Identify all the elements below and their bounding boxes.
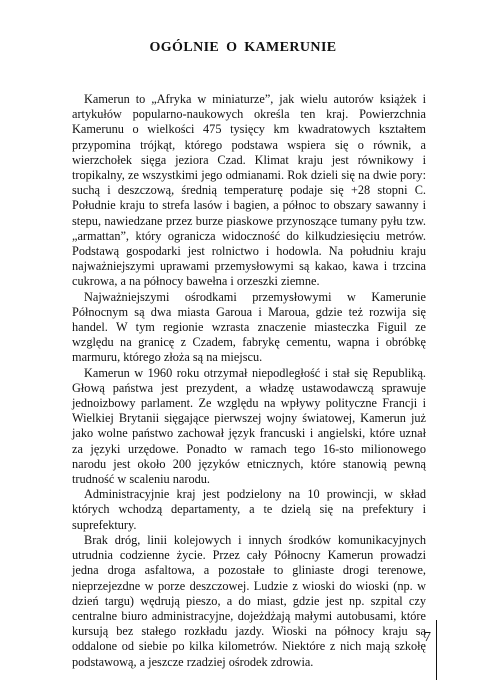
paragraph-2: Najważniejszymi ośrodkami przemysłowymi w Kamerunie Północnym są dwa miasta Garoua i Maroua, gdzie też rozwija się handel. W tym regionie wzrasta znaczenie miasteczka Figuil ze względu na granicę z Czadem, fabrykę cementu, wapna i obróbkę marmuru, którego złoża są na miejscu. [72, 289, 426, 365]
paragraph-1: Kamerun to „Afryka w miniaturze”, jak wielu autorów książek i artykułów popularno-naukowych określa ten kraj. Powierzchnia Kamerunu o wielkości 475 tysięcy km kwadratowych kształtem przypomina trójkąt, którego podstawa wspiera się o równik, a wierzchołek sięga jeziora Czad. Klimat kraju jest równikowy i tropikalny, ze wszystkimi jego odmianami. Rok dzieli się na dwie pory: suchą i deszczową, średnią temperaturę podaje się +28 stopni C. Południe kraju to strefa lasów i bagien, a północ to obszary sawanny i stepu, nawiedzane przez burze piaskowe przynoszące tumany pyłu tzw. „armattan”, który ogranicza widoczność do kilkudziesięciu metrów. Podstawą gospodarki jest rolnictwo i hodowla. Na południu kraju najważniejszymi uprawami przemysłowymi są kakao, kawa i trzcina cukrowa, a na północy bawełna i orzeszki ziemne. [72, 92, 426, 289]
paragraph-3: Kamerun w 1960 roku otrzymał niepodległość i stał się Republiką. Głową państwa jest prezydent, a władzę ustawodawczą sprawuje jednoizbowy parlament. Ze względu na wpływy polityczne Francji i Wielkiej Brytanii sięgające pierwszej wojny światowej, Kamerun już jako wolne państwo zachował język francuski i angielski, które uznał za języki urzędowe. Ponadto w ramach tego 16-sto milionowego narodu jest około 200 języków etnicznych, które stanowią pewną trudność w scaleniu narodu. [72, 365, 426, 487]
paragraph-4: Administracyjnie kraj jest podzielony na 10 prowincji, w skład których wchodzą departamenty, a te dzielą się na prefektury i suprefektury. [72, 487, 426, 532]
body-text [72, 92, 426, 670]
page-title: OGÓLNIE O KAMERUNIE [149, 40, 337, 55]
margin-rule [436, 620, 437, 680]
page-number: 7 [424, 630, 431, 645]
paragraph-5: Brak dróg, linii kolejowych i innych środków komunikacyjnych utrudnia codzienne życie. Przez cały Północny Kamerun prowadzi jedna droga asfaltowa, a pozostałe to gliniaste drogi terenowe, nieprzejezdne w porze deszczowej. Ludzie z wioski do wioski (np. w dzień targu) wędrują pieszo, a do miast, gdzie jest np. szpital czy centralne biuro administracyjne, dojeżdżają małymi autobusami, które kursują bez stałego rozkładu jazdy. Wioski na północy kraju są oddalone od siebie po kilka kilometrów. Niektóre z nich mają szkołę podstawową, a jeszcze rzadziej ośrodek zdrowia. [72, 532, 426, 669]
